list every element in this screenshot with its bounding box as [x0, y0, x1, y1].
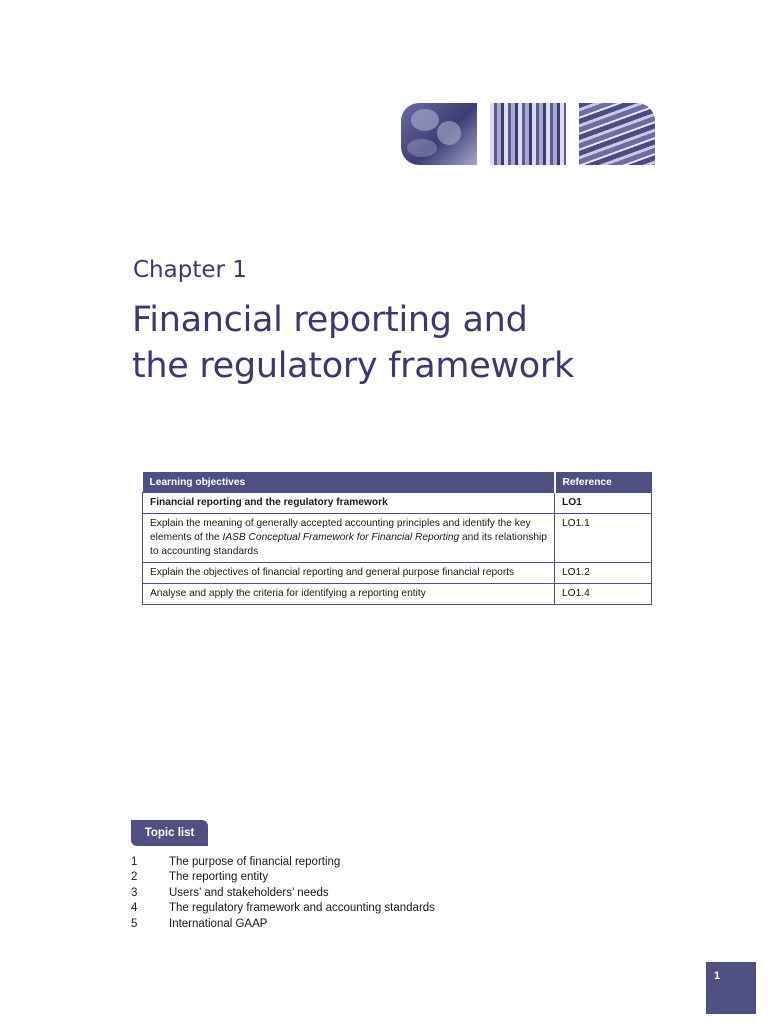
objective-text: Explain the meaning of generally accepted accounting principles and identify the key elements of the [150, 518, 531, 543]
objective-cell: Analyse and apply the criteria for identifying a reporting entity [143, 584, 555, 605]
topic-list [131, 855, 435, 932]
table-header-row [143, 472, 652, 493]
topic-number: 1 [131, 856, 138, 868]
chapter-title-line-1: Financial reporting and [132, 300, 528, 340]
topic-text: Users’ and stakeholders’ needs [169, 886, 329, 899]
chapter-header-images [401, 103, 655, 165]
objectives-column-header: Learning objectives [143, 472, 555, 493]
finance-photo-image [401, 103, 477, 165]
page-number: 1 [706, 962, 756, 1014]
table-row [143, 493, 652, 514]
reference-cell: LO1.2 [555, 563, 652, 584]
topic-text: International GAAP [169, 917, 268, 930]
topic-number: 2 [131, 871, 138, 884]
objective-cell: Explain the objectives of financial reporting and general purpose financial reports [143, 563, 555, 584]
table-row [143, 563, 652, 584]
topic-text: The reporting entity [169, 871, 269, 884]
list-item [131, 917, 435, 932]
table-row [143, 514, 652, 563]
reference-cell: LO1 [555, 493, 652, 514]
chapter-title-line-2: the regulatory framework [132, 346, 574, 386]
reference-cell: LO1.1 [555, 514, 652, 563]
reference-cell: LO1.4 [555, 584, 652, 605]
objective-italic-text: IASB Conceptual Framework for Financial Reporting [222, 532, 460, 543]
skyscraper-photo-image [490, 103, 566, 165]
list-item [131, 870, 435, 885]
topic-number: 5 [131, 917, 138, 930]
keyboard-photo-image [579, 103, 655, 165]
topic-list-badge: Topic list [131, 820, 208, 846]
objective-text: and its relationship to accounting standards [150, 532, 547, 557]
topic-number: 3 [131, 886, 138, 899]
list-item [131, 901, 435, 916]
table-row [143, 584, 652, 605]
list-item [131, 886, 435, 901]
reference-column-header: Reference [555, 472, 652, 493]
objective-cell: Financial reporting and the regulatory framework [143, 493, 555, 514]
chapter-title [132, 297, 574, 389]
learning-objectives-table [142, 472, 652, 605]
topic-text: The regulatory framework and accounting standards [169, 902, 435, 915]
chapter-label: Chapter 1 [133, 257, 247, 283]
objective-cell [143, 514, 555, 563]
topic-number: 4 [131, 902, 138, 915]
topic-text: The purpose of financial reporting [169, 856, 341, 868]
list-item [131, 855, 435, 870]
